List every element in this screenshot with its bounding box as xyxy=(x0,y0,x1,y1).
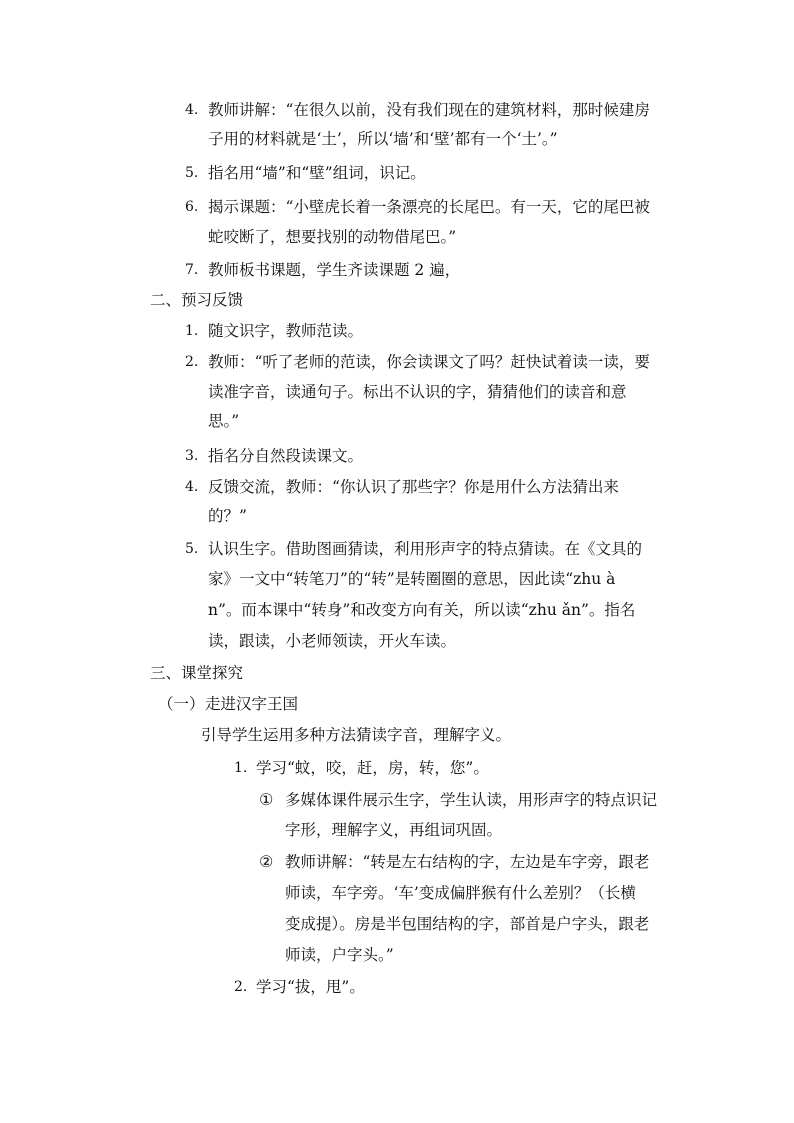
item-text-line: 教师讲解：“在很久以前，没有我们现在的建筑材料，那时候建房 xyxy=(208,101,650,119)
item-text-line: 变成提）。房是半包围结构的字，部首是户字头，跟老 xyxy=(285,915,650,933)
item-text-line: 学习“蚊，咬，赶，房，转，您”。 xyxy=(256,759,489,777)
item-text-line: 教师讲解：“转是左右结构的字，左边是车字旁，跟老 xyxy=(285,853,650,871)
item-text-line: 字形，理解字义，再组词巩固。 xyxy=(285,821,503,839)
item-text-line: n”。而本课中“转身”和改变方向有关，所以读“zhu ǎn”。指名 xyxy=(208,601,636,619)
item-number: 4. xyxy=(185,102,199,118)
subsection-number: （一） xyxy=(158,695,205,713)
circled-number: ① xyxy=(259,790,274,809)
item-text-line: 指名分自然段读课文。 xyxy=(208,447,364,465)
subsection-intro: 引导学生运用多种方法猜读字音，理解字义。 xyxy=(201,726,512,744)
item-text-line: 揭示课题：“小壁虎长着一条漂亮的长尾巴。有一天，它的尾巴被 xyxy=(208,198,650,216)
item-text-line: 随文识字，教师范读。 xyxy=(208,322,364,340)
item-text-line: 师读，户字头。” xyxy=(285,946,394,964)
item-text-line: 读，跟读，小老师领读，开火车读。 xyxy=(208,632,457,650)
item-number: 5. xyxy=(185,165,199,181)
item-text-line: 的？” xyxy=(208,507,247,525)
item-text-line: 学习“拔，甩”。 xyxy=(256,978,365,996)
section-heading: 二、预习反馈 xyxy=(150,291,244,309)
item-number: 3. xyxy=(185,448,199,464)
item-text-line: 多媒体课件展示生字，学生认读，用形声字的特点识记 xyxy=(285,791,658,809)
item-text-line: 蛇咬断了，想要找别的动物借尾巴。” xyxy=(208,228,457,246)
item-number: 5. xyxy=(185,541,199,557)
item-text-line: 家》一文中“转笔刀”的“转”是转圈圈的意思，因此读“zhu à xyxy=(208,570,616,588)
item-number: 1. xyxy=(234,760,248,776)
item-text-line: 教师板书课题，学生齐读课题 2 遍， xyxy=(208,261,461,279)
item-number: 6. xyxy=(185,199,199,215)
item-text-line: 教师：“听了老师的范读，你会读课文了吗？赶快试着读一读，要 xyxy=(208,353,650,371)
item-text-line: 认识生字。借助图画猜读，利用形声字的特点猜读。在《文具的 xyxy=(208,540,643,558)
item-text-line: 读准字音，读通句子。标出不认识的字，猜猜他们的读音和意 xyxy=(208,383,627,401)
item-text-line: 子用的材料就是‘土’，所以‘墙’和‘壁’都有一个‘土’。” xyxy=(208,130,558,148)
item-text-line: 师读，车字旁。‘车’变成偏胖猴有什么差别？（长横 xyxy=(285,884,636,902)
circled-number: ② xyxy=(259,852,274,871)
item-number: 2. xyxy=(185,354,199,370)
section-heading: 三、课堂探究 xyxy=(150,664,244,682)
subsection-title: 走进汉字王国 xyxy=(205,695,299,713)
item-text-line: 反馈交流，教师：“你认识了那些字？你是用什么方法猜出来 xyxy=(208,478,619,496)
item-number: 2. xyxy=(234,979,248,995)
item-number: 1. xyxy=(185,323,199,339)
item-number: 4. xyxy=(185,479,199,495)
item-text-line: 思。” xyxy=(208,412,240,430)
item-number: 7. xyxy=(185,262,199,278)
item-text-line: 指名用“墙”和“壁”组词，识记。 xyxy=(208,164,426,182)
